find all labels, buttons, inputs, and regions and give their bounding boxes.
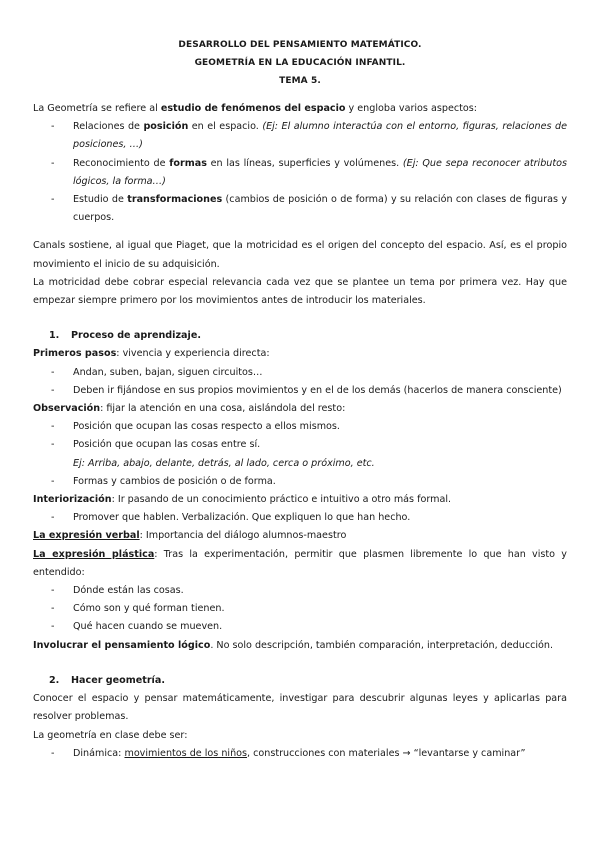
intro-paragraph (33, 100, 567, 118)
expresion-verbal: La expresión verbal: Importancia del diálogo alumnos-maestro (33, 530, 347, 542)
observacion: Observación: fijar la atención en una cosa, aislándola del resto: (33, 403, 346, 415)
intro-text: La Geometría se refiere al (33, 103, 161, 114)
section-1-heading: 1. Proceso de aprendizaje. (49, 330, 201, 342)
pensamiento-logico: Involucrar el pensamiento lógico. No solo descripción, también comparación, interpretación, deducción. (33, 639, 554, 651)
hacer-geometria-paragraph: Conocer el espacio y pensar matemáticamente, investigar para descubrir algunas leyes y aplicarlas para resolver problemas. (33, 693, 567, 723)
section-2-heading: 2. Hacer geometría. (49, 674, 165, 686)
list-item: - Estudio de transformaciones (cambios de posición o de forma) y su relación con clases de figuras y cuerpos. (33, 191, 567, 227)
intro-text-end: y engloba varios aspectos: (345, 103, 477, 114)
list-item: - Reconocimiento de formas en las líneas, superficies y volúmenes. (Ej: Que sepa reconocer atributos lógicos, la forma…) (33, 155, 567, 191)
document-body (33, 100, 567, 763)
intro-bold: estudio de fenómenos del espacio (160, 103, 346, 114)
list-item: - Dónde están las cosas. (51, 585, 184, 597)
example-text: Ej: Arriba, abajo, delante, detrás, al lado, cerca o próximo, etc. (73, 457, 375, 469)
list-item: - Posición que ocupan las cosas entre sí. Ej: Arriba, abajo, delante, detrás, al lado, cerca o próximo, etc. (51, 439, 375, 469)
bullet-dash: - (51, 194, 55, 206)
geometria-clase: La geometría en clase debe ser: (33, 729, 188, 741)
primeros-pasos: Primeros pasos: vivencia y experiencia directa: (33, 348, 270, 360)
list-item: - Cómo son y qué forman tienen. (51, 603, 225, 615)
bullet-dash: - (51, 121, 55, 133)
bullet-dash: - (51, 157, 55, 169)
list-item: - Relaciones de posición en el espacio. (Ej: El alumno interactúa con el entorno, figuras, relaciones de posiciones, …) (33, 118, 567, 154)
title-line-3: TEMA 5. (279, 76, 321, 86)
list-item: - Dinámica: movimientos de los niños, construcciones con materiales → “levantarse y caminar” (51, 747, 526, 759)
list-item: - Formas y cambios de posición o de forma. (51, 475, 276, 487)
document-title (0, 36, 600, 90)
canals-paragraph: Canals sostiene, al igual que Piaget, que la motricidad es el origen del concepto del espacio. Así, es el propio movimiento el inicio de su adquisición. (33, 240, 567, 270)
list-item: - Andan, suben, bajan, siguen circuitos… (51, 366, 263, 378)
expresion-plastica: La expresión plástica: Tras la experimentación, permitir que plasmen libremente lo que han visto y entendido: (33, 548, 567, 578)
title-line-1: DESARROLLO DEL PENSAMIENTO MATEMÁTICO. (178, 40, 422, 50)
list-item: - Posición que ocupan las cosas respecto a ellos mismos. (51, 421, 340, 433)
list-item: - Qué hacen cuando se mueven. (51, 621, 223, 633)
interiorizacion: Interiorización: Ir pasando de un conocimiento práctico e intuitivo a otro más formal. (33, 494, 452, 506)
list-item: - Deben ir fijándose en sus propios movimientos y en el de los demás (hacerlos de manera consciente) (51, 384, 562, 396)
motricidad-paragraph: La motricidad debe cobrar especial relevancia cada vez que se plantee un tema por primera vez. Hay que empezar siempre primero por los movimientos antes de introducir los materiales. (33, 276, 567, 307)
list-item: - Promover que hablen. Verbalización. Que expliquen lo que han hecho. (51, 512, 411, 524)
title-line-2: GEOMETRÍA EN LA EDUCACIÓN INFANTIL. (194, 58, 406, 68)
